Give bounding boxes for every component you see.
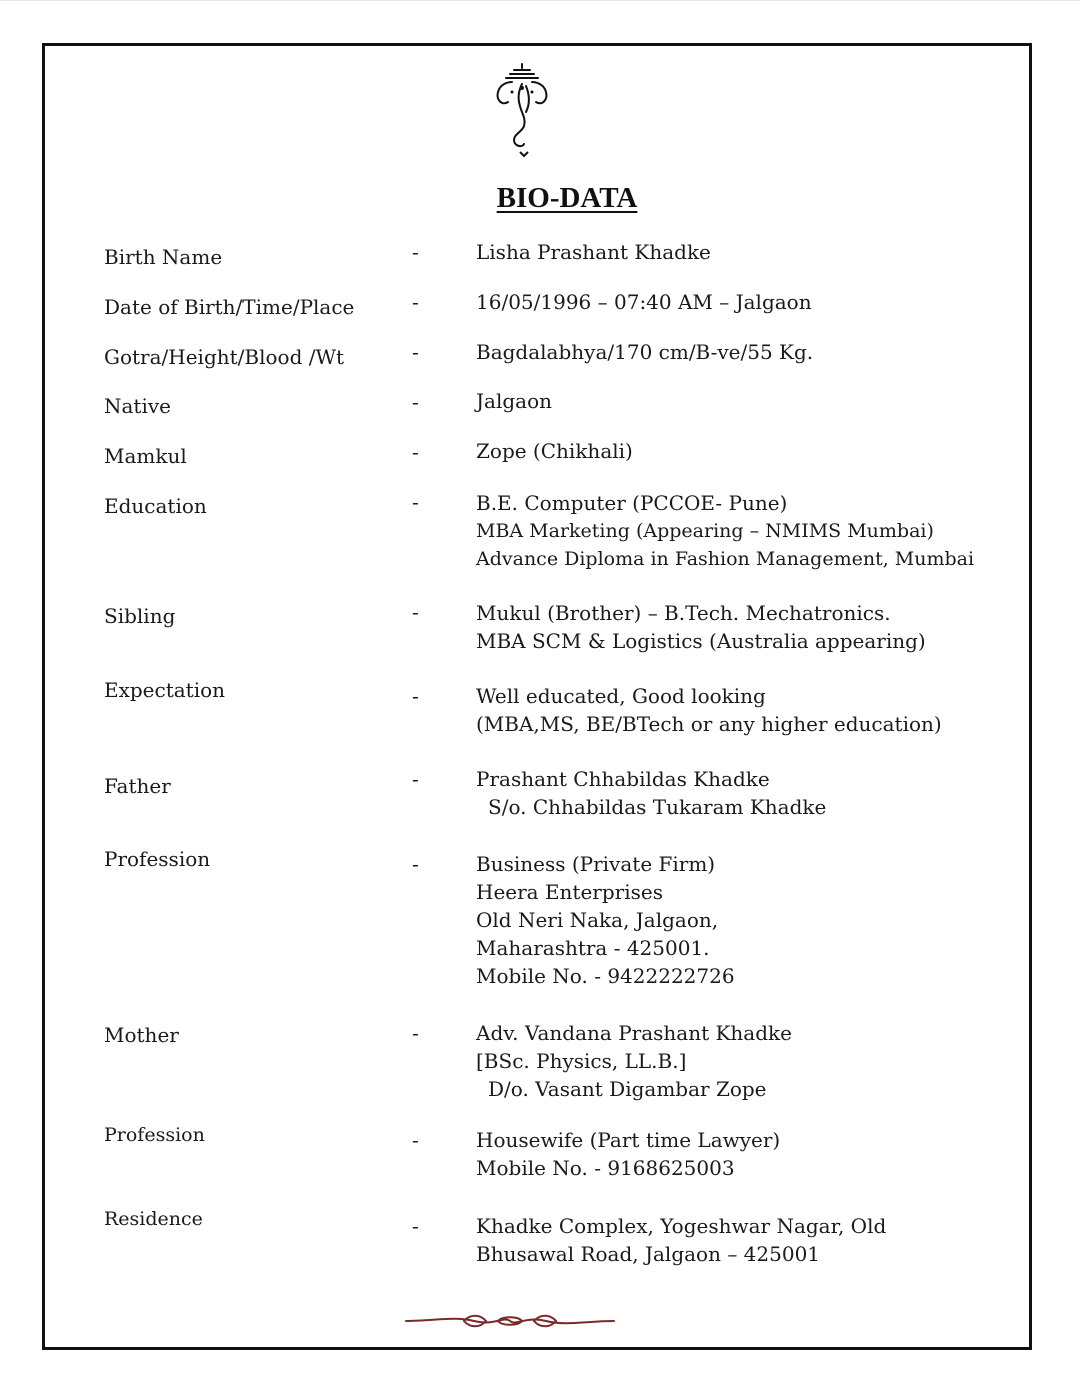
value-line: B.E. Computer (PCCOE- Pune) xyxy=(476,491,788,515)
value-line: Mukul (Brother) – B.Tech. Mechatronics. xyxy=(476,601,891,625)
value-father xyxy=(476,765,826,821)
label-sibling: Sibling xyxy=(104,604,176,628)
value-mother-profession xyxy=(476,1126,780,1182)
value-residence xyxy=(476,1212,886,1268)
top-rule xyxy=(0,0,1080,1)
label-mother: Mother xyxy=(104,1023,179,1047)
label-date-of-birth: Date of Birth/Time/Place xyxy=(104,295,355,319)
value-line: Business (Private Firm) xyxy=(476,852,716,876)
value-line: Bhusawal Road, Jalgaon – 425001 xyxy=(476,1242,821,1266)
value-mother xyxy=(476,1019,792,1103)
decorative-flourish-icon xyxy=(404,1310,616,1332)
value-line: Lisha Prashant Khadke xyxy=(476,240,711,264)
label-father: Father xyxy=(104,774,171,798)
separator-dash: - xyxy=(412,1128,419,1152)
value-line: Well educated, Good looking xyxy=(476,684,766,708)
label-mother-profession: Profession xyxy=(104,1124,205,1146)
value-sibling xyxy=(476,599,926,655)
page-title: BIO-DATA xyxy=(496,182,638,214)
value-line: Housewife (Part time Lawyer) xyxy=(476,1128,781,1152)
value-line: [BSc. Physics, LL.B.] xyxy=(476,1049,687,1073)
value-line: Zope (Chikhali) xyxy=(476,439,633,463)
value-birth-name xyxy=(476,238,711,266)
value-line: Khadke Complex, Yogeshwar Nagar, Old xyxy=(476,1214,887,1238)
label-father-profession: Profession xyxy=(104,847,211,871)
value-expectation xyxy=(476,682,942,738)
value-line: 16/05/1996 – 07:40 AM – Jalgaon xyxy=(476,290,812,314)
separator-dash: - xyxy=(412,684,419,708)
value-line: D/o. Vasant Digambar Zope xyxy=(488,1077,767,1101)
value-line: Prashant Chhabildas Khadke xyxy=(476,767,770,791)
value-father-profession xyxy=(476,850,735,990)
separator-dash: - xyxy=(412,240,419,264)
value-line: (MBA,MS, BE/BTech or any higher education) xyxy=(476,712,942,736)
separator-dash: - xyxy=(412,290,419,314)
value-mamkul xyxy=(476,437,633,465)
separator-dash: - xyxy=(412,852,419,876)
ganesha-emblem-icon xyxy=(490,62,554,160)
value-line: Heera Enterprises xyxy=(476,880,663,904)
value-line: S/o. Chhabildas Tukaram Khadke xyxy=(488,795,827,819)
value-education xyxy=(476,489,974,573)
value-line: Maharashtra - 425001. xyxy=(476,936,710,960)
label-native: Native xyxy=(104,394,171,418)
value-line: Mobile No. - 9422222726 xyxy=(476,964,735,988)
value-date-of-birth xyxy=(476,288,812,316)
value-line: Adv. Vandana Prashant Khadke xyxy=(476,1021,792,1045)
separator-dash: - xyxy=(412,1214,419,1238)
value-line: Jalgaon xyxy=(476,389,552,413)
value-line: Old Neri Naka, Jalgaon, xyxy=(476,908,719,932)
label-birth-name: Birth Name xyxy=(104,245,223,269)
value-line: MBA SCM & Logistics (Australia appearing) xyxy=(476,629,926,653)
label-gotra-height: Gotra/Height/Blood /Wt xyxy=(104,345,345,369)
separator-dash: - xyxy=(412,600,419,624)
value-line: Advance Diploma in Fashion Management, Mumbai xyxy=(476,548,975,570)
separator-dash: - xyxy=(412,767,419,791)
value-line: Mobile No. - 9168625003 xyxy=(476,1156,735,1180)
separator-dash: - xyxy=(412,340,419,364)
label-residence: Residence xyxy=(104,1208,203,1230)
separator-dash: - xyxy=(412,390,419,414)
separator-dash: - xyxy=(412,1021,419,1045)
value-native xyxy=(476,387,552,415)
separator-dash: - xyxy=(412,490,419,514)
separator-dash: - xyxy=(412,440,419,464)
label-expectation: Expectation xyxy=(104,678,226,702)
value-line: MBA Marketing (Appearing – NMIMS Mumbai) xyxy=(476,520,934,542)
value-line: Bagdalabhya/170 cm/B-ve/55 Kg. xyxy=(476,340,814,364)
value-gotra-height xyxy=(476,338,813,366)
label-mamkul: Mamkul xyxy=(104,444,187,468)
label-education: Education xyxy=(104,494,207,518)
